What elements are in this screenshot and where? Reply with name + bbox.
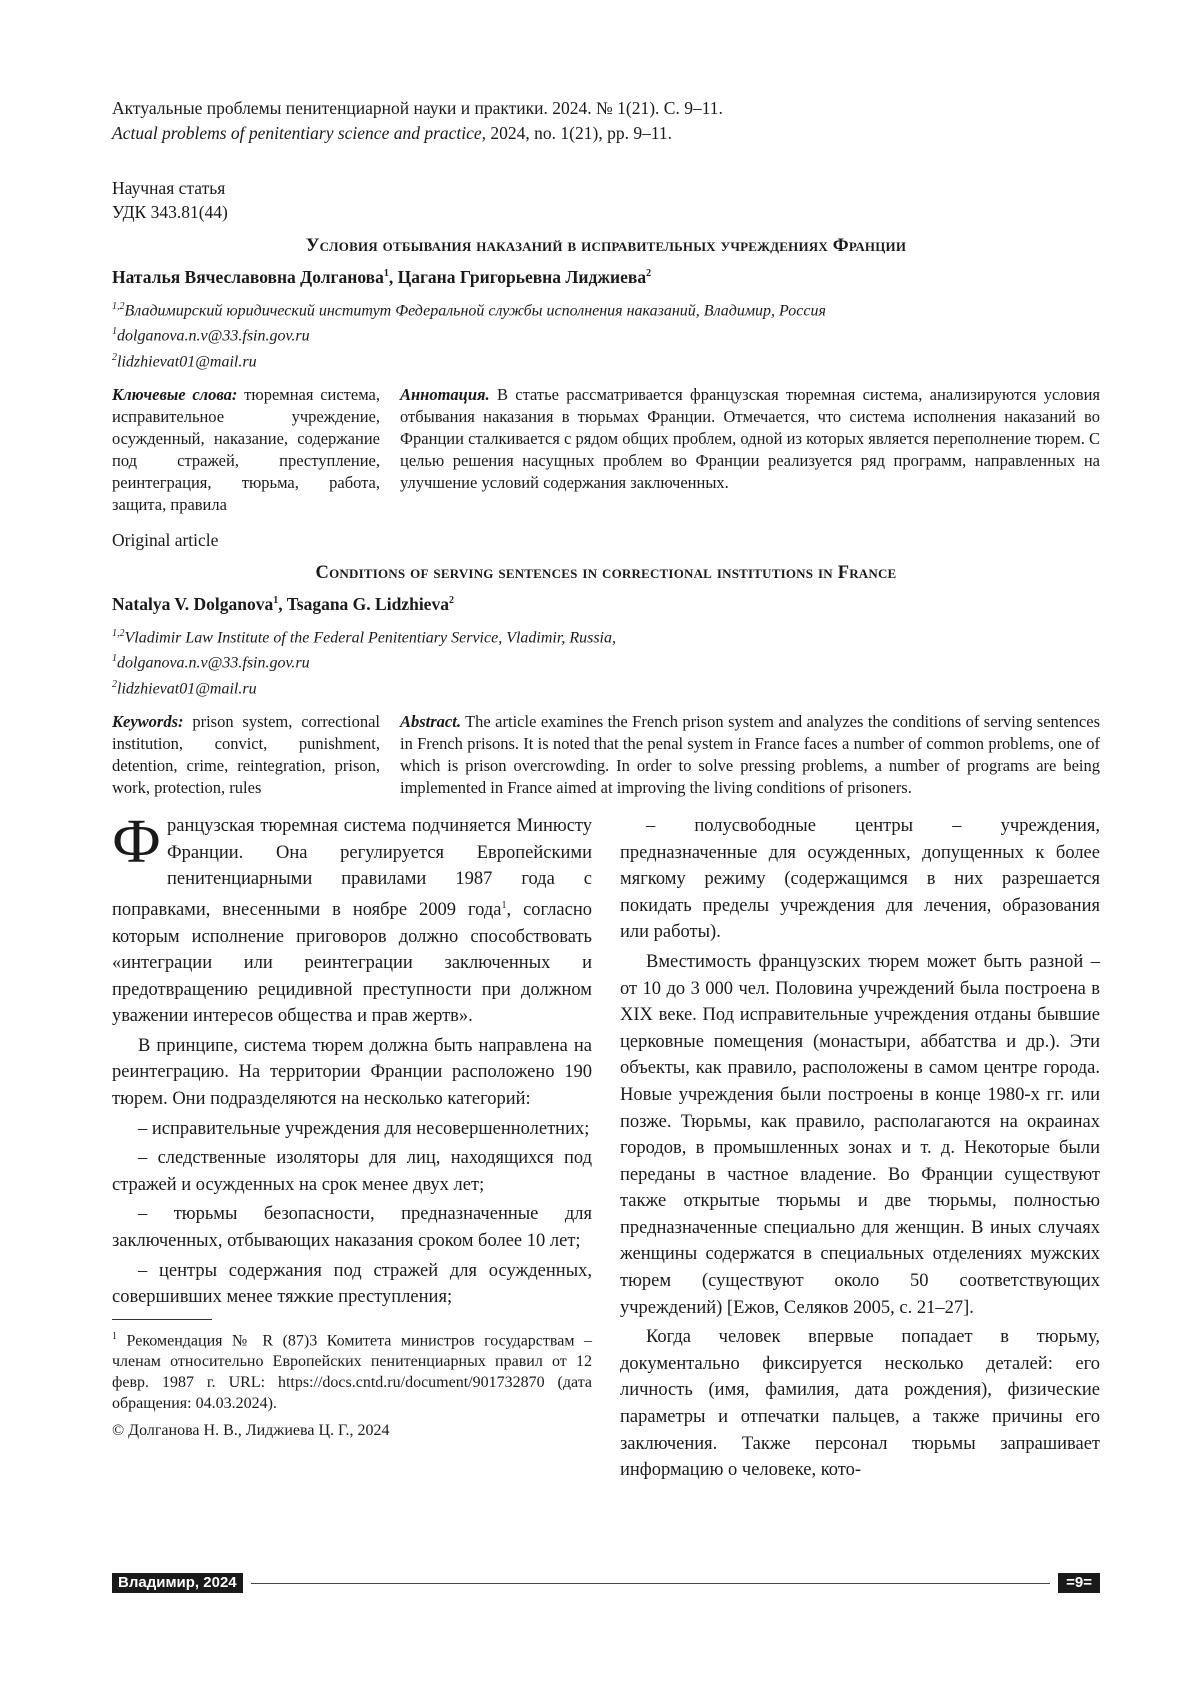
abstract-en-text: The article examines the French prison system and analyzes the conditions of serving sentences in French prisons. It is noted that the penal system in France faces a number of common problems, one of which is prison overcrowding. In order to solve pressing problems, a number of programs are being implemented in France aimed at improving the living conditions of prisoners. xyxy=(400,711,1100,797)
abstract-label: Аннотация. xyxy=(400,384,490,404)
abstract-en xyxy=(400,711,1100,799)
footer-rule xyxy=(251,1583,1050,1584)
article-title-ru: Условия отбывания наказаний в исправительных учреждениях Франции xyxy=(305,236,907,256)
paragraph-4: Когда человек впервые попадает в тюрьму, документально фиксируется несколько деталей: его личность (имя, фамилия, дата рождения), физические параметры и отпечатки пальцев, а также причины его заключения. Также персонал тюрьмы запрашивает информацию о человеке, кото- xyxy=(620,1327,1100,1481)
list-item: – тюрьмы безопасности, предназначенные для заключенных, отбывающих наказания сроком более 10 лет; xyxy=(112,1204,592,1252)
authors-ru: Наталья Вячеславовна Долганова$^1$, Цагана Григорьевна Лиджиева$^2$ xyxy=(112,267,652,287)
page-number: =9= xyxy=(1058,1573,1100,1593)
author-2-sup: 2 xyxy=(646,268,652,280)
footer-city-year: Владимир, 2024 xyxy=(112,1573,243,1593)
journal-issue-en: 2024, no. 1(21), pp. 9–11. xyxy=(486,123,673,143)
paragraph-1-a: ранцузская тюремная система подчиняется Минюсту Франции. Она регулируется Европейскими пенитенциарными правилами 1987 года с поправками, внесенными в ноябре 2009 года xyxy=(112,815,592,920)
author-2-en-sup: 2 xyxy=(448,595,454,607)
article-meta xyxy=(112,176,1100,224)
footnote-ref[interactable]: 1 xyxy=(501,899,507,911)
list-item: – полусвободные центры – учреждения, предназначенные для осужденных, допущенных к более мягкому режиму (содержащимся в них разрешается покидать пределы учреждения для лечения, образования или работы). xyxy=(620,815,1100,943)
body-left-column xyxy=(112,807,593,1487)
author-1-en-sup: 1 xyxy=(273,595,279,607)
article-page xyxy=(112,96,1100,1487)
footnote-text: Рекомендация № R (87)3 Комитета министров государствам – членам относительно Европейских пенитенциарных правил от 12 февр. 1987 г. URL: https://docs.cntd.ru/document/901732870 (дата обращения: 04.03.2024). xyxy=(112,1332,592,1413)
email-2-sup: 2 xyxy=(112,351,117,363)
page-footer xyxy=(112,1573,1100,1593)
keywords-abstract-en xyxy=(112,711,1100,799)
article-title-en: Conditions of serving sentences in correctional institutions in France xyxy=(315,562,897,583)
author-1: Наталья Вячеславовна Долганова xyxy=(112,267,384,287)
journal-header xyxy=(112,96,1100,146)
journal-citation-en xyxy=(112,121,1100,146)
list-item: – исправительные учреждения для несовершеннолетних; xyxy=(138,1118,590,1139)
email-2-en-sup: 2 xyxy=(112,678,117,690)
article-body xyxy=(112,807,1100,1487)
paragraph-2: В принципе, система тюрем должна быть направлена на реинтеграцию. На территории Франции расположено 190 тюрем. Они подразделяются на несколько категорий: xyxy=(112,1035,592,1110)
journal-citation-ru: Актуальные проблемы пенитенциарной науки и практики. 2024. № 1(21). С. 9–11. xyxy=(112,98,723,118)
author-2: Цагана Григорьевна Лиджиева xyxy=(397,267,647,287)
original-article-label: Original article xyxy=(112,529,219,550)
email-1-en[interactable]: dolganova.n.v@33.fsin.gov.ru xyxy=(117,654,310,672)
drop-cap: Ф xyxy=(112,807,161,876)
article-type: Научная статья xyxy=(112,178,226,198)
email-1-sup: 1 xyxy=(112,326,117,338)
udk-code: УДК 343.81(44) xyxy=(112,202,228,222)
list-item: – следственные изоляторы для лиц, находящихся под стражей и осужденных на срок менее двух лет; xyxy=(112,1148,592,1195)
list-item: – центры содержания под стражей для осужденных, совершивших менее тяжкие преступления; xyxy=(112,1260,592,1308)
author-1-en: Natalya V. Dolganova xyxy=(112,593,274,614)
keywords-abstract-ru xyxy=(112,384,1100,516)
author-2-en: Tsagana G. Lidzhieva xyxy=(286,593,449,614)
abstract-text: В статье рассматривается французская тюремная система, анализируются условия отбывания наказания в тюрьмах Франции. Отмечается, что система исполнения наказаний во Франции сталкивается с рядом общих проблем, одной из которых является переполнение тюрем. С целью решения насущных проблем во Франции реализуется ряд программ, направленных на улучшение условий содержания заключенных. xyxy=(400,384,1100,492)
keywords-en-text: prison system, correctional institution, convict, punishment, detention, crime, reintegration, prison, work, protection, rules xyxy=(112,711,380,797)
body-right-column xyxy=(620,813,1100,1487)
keywords-label: Ключевые слова: xyxy=(112,384,238,404)
email-2[interactable]: lidzhievat01@mail.ru xyxy=(117,352,257,370)
abstract-ru xyxy=(400,384,1100,516)
copyright: © Долганова Н. В., Лиджиева Ц. Г., 2024 xyxy=(112,1422,390,1440)
footnote-sup: 1 xyxy=(112,1330,117,1342)
email-1-en-sup: 1 xyxy=(112,653,117,665)
email-1[interactable]: dolganova.n.v@33.fsin.gov.ru xyxy=(117,327,310,345)
footnote-divider xyxy=(112,1319,212,1320)
keywords-ru xyxy=(112,384,400,516)
affiliation-en xyxy=(112,623,1100,699)
paragraph-3: Вместимость французских тюрем может быть разной – от 10 до 3 000 чел. Половина учреждений была построена в XIX веке. Под исправительные учреждения отданы бывшие церковные помещения (монастыри, аббатства и др.). Эти объекты, как правило, расположены в самом центре города. Новые учреждения были построены в конце 1980-х гг. или позже. Тюрьмы, как правило, располагаются на окраинах городов, в промышленных зонах и т. д. Некоторые были переданы в частное владение. Во Франции существуют также открытые тюрьмы и две тюрьмы, полностью предназначенные специально для женщин. В иных случаях женщины содержатся в специальных отделениях мужских тюрем (существуют около 50 соответствующих учреждений) [Ежов, Селяков 2005, с. 21–27]. xyxy=(620,951,1100,1318)
paragraph-1 xyxy=(112,807,593,1030)
affil-en-sup: 1,2 xyxy=(112,627,125,639)
keywords-en xyxy=(112,711,400,799)
keywords-text: тюремная система, исправительное учреждение, осужденный, наказание, содержание под стражей, преступление, реинтеграция, тюрьма, работа, защита, правила xyxy=(112,384,380,514)
authors-en: Natalya V. Dolganova$^1$, Tsagana G. Lidzhieva$^2$ xyxy=(112,593,454,614)
affiliation-text: Владимирский юридический институт Федеральной службы исполнения наказаний, Владимир, Россия xyxy=(124,302,826,320)
abstract-en-label: Abstract. xyxy=(400,711,461,731)
journal-name-en: Actual problems of penitentiary science and practice, xyxy=(112,123,487,143)
email-2-en[interactable]: lidzhievat01@mail.ru xyxy=(117,679,257,697)
affiliation-en-text: Vladimir Law Institute of the Federal Penitentiary Service, Vladimir, Russia, xyxy=(124,629,616,647)
keywords-en-label: Keywords: xyxy=(112,711,184,731)
affiliation-ru xyxy=(112,296,1100,372)
paragraph-1-b: , согласно которым исполнение приговоров должно способствовать «интеграции или реинтеграции заключенных и предотвращению рецидивной преступности при должном уважении интересов общества и прав жертв». xyxy=(112,899,593,1027)
author-1-sup: 1 xyxy=(383,268,389,280)
footnote xyxy=(112,1326,592,1414)
affil-sup: 1,2 xyxy=(112,301,125,312)
